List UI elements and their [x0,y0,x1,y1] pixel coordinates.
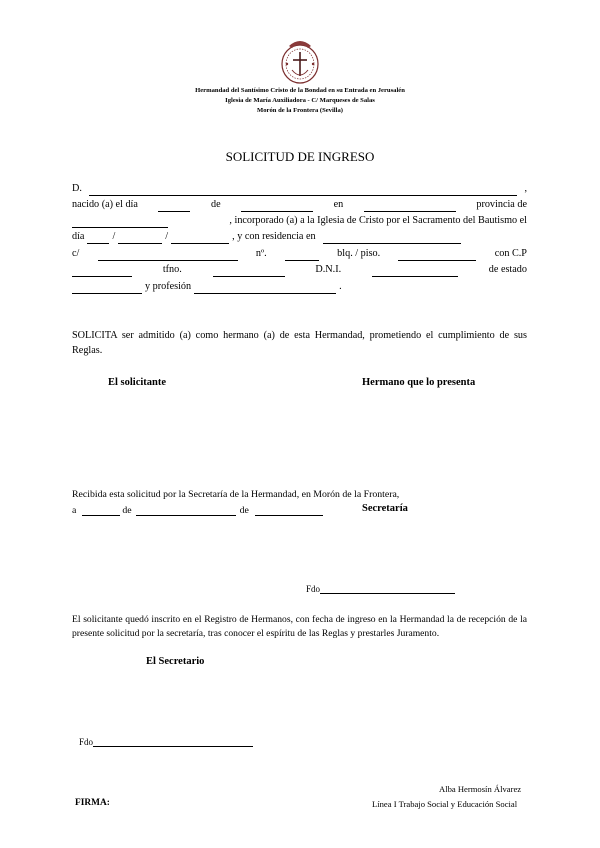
dni-label: D.N.I. [315,264,342,275]
recibida-day-field[interactable] [82,505,120,516]
fdo-signature-field-2[interactable] [93,736,253,747]
tfno-label: tfno. [162,264,182,275]
fdo-label-1: Fdo [306,584,321,594]
recibida-year-field[interactable] [255,505,323,516]
phone-field[interactable] [213,266,285,277]
name-field[interactable] [89,185,517,196]
province-field[interactable] [72,217,168,228]
header-line-3: Morón de la Frontera (Sevilla) [257,107,343,114]
blq-label: blq. / piso. [337,248,381,259]
profesion-field[interactable] [194,283,336,294]
cp-label: con C.P [494,248,527,259]
form-line-direccion [72,247,527,261]
slash-1: / [112,231,116,242]
dia-label: día [72,231,85,242]
form-line-bautismo [72,214,527,228]
form-line-name [72,182,527,196]
bautismo-year-field[interactable] [171,233,229,244]
dni-field[interactable] [372,266,458,277]
fdo-label-2: Fdo [79,737,94,747]
footer-author: Alba Hermosín Álvarez [439,784,522,794]
header-line-2: Iglesia de María Auxiliadora - C/ Marqueses de Salas [225,97,375,104]
recibida-date-line [72,505,323,516]
recibida-de2-label: de [239,505,249,516]
bautismo-day-field[interactable] [87,233,109,244]
incorporado-label: , incorporado (a) a la Iglesia de Cristo por el Sacramento del Bautismo el [229,215,527,226]
period-label: . [339,281,342,292]
recibida-de1-label: de [122,505,132,516]
number-field[interactable] [285,250,319,261]
piso-field[interactable] [398,250,476,261]
fdo-signature-field-1[interactable] [320,583,455,594]
recibida-text: Recibida esta solicitud por la Secretaría de la Hermandad, en Morón de la Frontera, [72,489,400,500]
header-line-1: Hermandad del Santísimo Cristo de la Bondad en su Entrada en Jerusalén [195,87,405,94]
solicita-paragraph: SOLICITA ser admitido (a) como hermano (a) de esta Hermandad, prometiendo el cumplimiento de sus Reglas. [72,330,527,356]
en-label: en [333,199,344,210]
d-label: D. [72,183,82,194]
fdo-line-1 [306,583,455,594]
recibida-a-label: a [72,505,77,516]
secretaria-label: Secretaría [362,503,408,514]
bautismo-month-field[interactable] [118,233,162,244]
numero-label: nº. [255,248,267,259]
street-field[interactable] [98,250,238,261]
footer-course: Línea I Trabajo Social y Educación Social [372,799,518,809]
hermano-presenta-label: Hermano que lo presenta [362,377,476,388]
birth-day-field[interactable] [158,201,190,212]
form-line-fecha [72,230,527,244]
page-title: SOLICITUD DE INGRESO [225,149,375,164]
de-label: de [210,199,221,210]
form-line-contacto [72,263,527,277]
residencia-field[interactable] [323,233,461,244]
slash-2: / [165,231,169,242]
profesion-label: y profesión [145,281,192,292]
recibida-month-field[interactable] [136,505,236,516]
firma-label: FIRMA: [75,798,110,808]
birth-place-field[interactable] [364,201,456,212]
inscrito-paragraph: El solicitante quedó inscrito en el Registro de Hermanos, con fecha de ingreso en la Hermandad la de recepción de la presente solicitud por la secretaría, tras conocer el espíritu de las Reglas y prestarles Juramento. [72,614,527,639]
form-line-profesion [72,280,527,294]
birth-month-field[interactable] [241,201,313,212]
comma-label: , [524,183,527,194]
hermandad-crest-icon [275,36,325,86]
estado-label: de estado [488,264,527,275]
form-line-birth [72,198,527,212]
solicitante-label: El solicitante [108,377,167,388]
el-secretario-label: El Secretario [146,656,205,667]
nacido-label: nacido (a) el día [72,199,138,210]
estado-field[interactable] [72,283,142,294]
cp-field[interactable] [72,266,132,277]
fdo-line-2 [79,736,253,747]
calle-label: c/ [72,248,80,259]
residencia-label: , y con residencia en [232,231,316,242]
provincia-label: provincia de [476,199,527,210]
